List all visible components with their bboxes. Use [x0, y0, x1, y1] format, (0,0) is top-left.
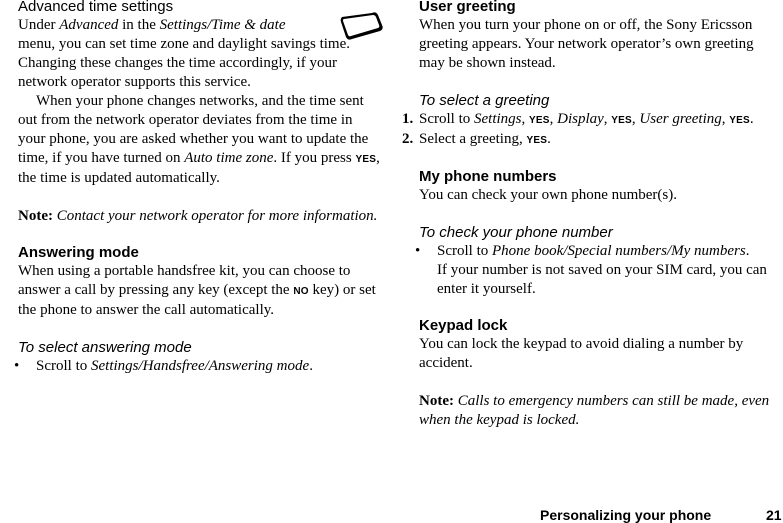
my-numbers-step: • Scroll to Phone book/Special numbers/My numbers. If your number is not saved on your SIM card, you can enter it yourself.: [415, 242, 767, 297]
user-greeting-heading: User greeting: [419, 0, 516, 15]
answering-mode-body: When using a portable handsfree kit, you can choose to answer a call by pressing any key (except the NO key) or set the phone to answer the call automatically.: [18, 263, 376, 318]
yes-key: YES: [355, 154, 377, 165]
page-number: 21: [766, 507, 782, 523]
greeting-step-2: 2. Select a greeting, YES.: [402, 130, 551, 147]
answering-mode-step: • Scroll to Settings/Handsfree/Answering mode.: [14, 357, 313, 374]
keypad-lock-body: You can lock the keypad to avoid dialing a number by accident.: [419, 336, 744, 371]
answering-mode-heading: Answering mode: [18, 244, 139, 261]
left-column: [14, 0, 383, 376]
right-column: [402, 0, 783, 430]
answering-mode-subheading: To select answering mode: [18, 338, 192, 356]
greeting-step-1: 1. Scroll to Settings, YES, Display, YES, User greeting, YES.: [402, 110, 754, 127]
my-numbers-subheading: To check your phone number: [419, 223, 613, 241]
keypad-lock-heading: Keypad lock: [419, 317, 508, 334]
advanced-time-note: Note: Contact your network operator for more information.: [18, 207, 378, 224]
user-greeting-subheading: To select a greeting: [419, 91, 550, 109]
footer-section-title: Personalizing your phone: [540, 507, 712, 523]
my-numbers-heading: My phone numbers: [419, 168, 557, 185]
no-key: NO: [293, 286, 309, 297]
advanced-time-heading: Advanced time settings: [18, 0, 174, 15]
advanced-time-intro: Under Advanced in the Settings/Time & date menu, you can set time zone and daylight savings time. Changing these changes the time accordingly, if your network operator supports this service.: [18, 17, 351, 90]
keypad-lock-note: Note: Calls to emergency numbers can still be made, even when the keypad is locked.: [419, 392, 770, 428]
user-greeting-body: When you turn your phone on or off, the Sony Ericsson greeting appears. Your network operator’s own greeting may be shown instead.: [419, 17, 754, 71]
my-numbers-body: You can check your own phone number(s).: [419, 187, 678, 203]
advanced-time-body: When your phone changes networks, and the time sent out from the network operator deviates from the time in your phone, you are asked whether you want to update the time, if you have turned on Auto time zone. If you press YES, the time is updated automatically.: [18, 93, 380, 186]
